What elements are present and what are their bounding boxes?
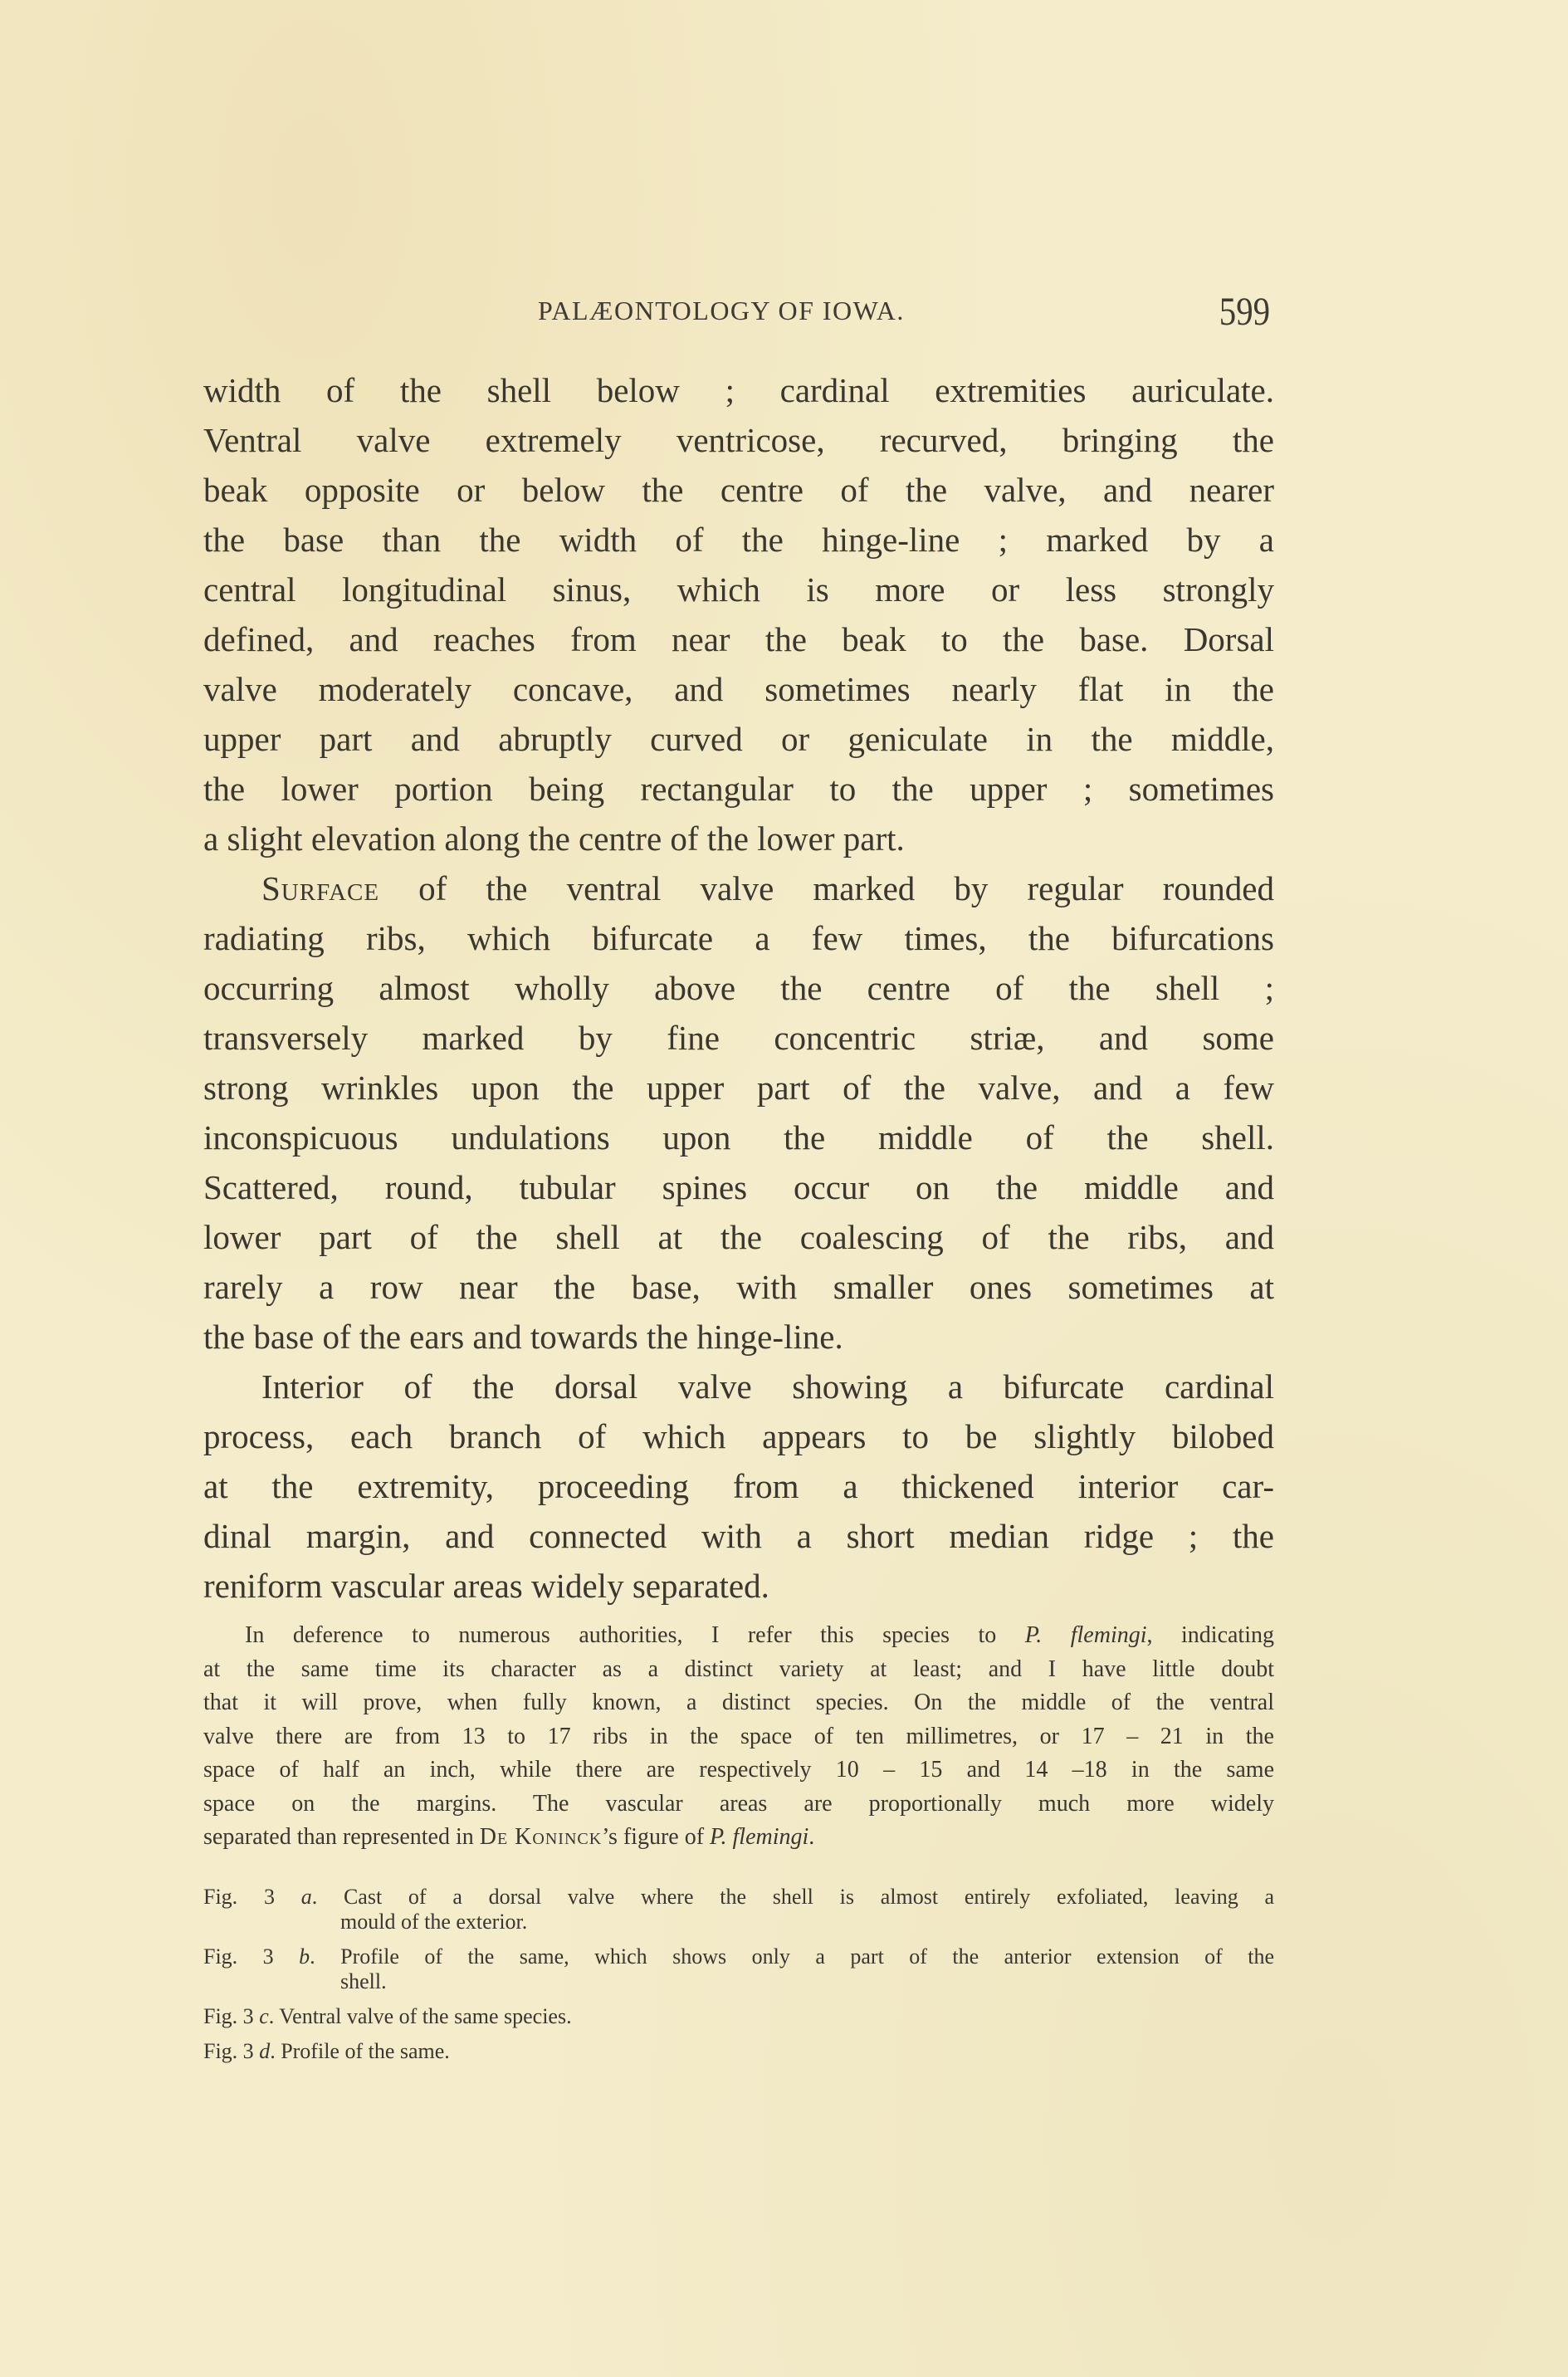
text-line: at the extremity, proceeding from a thickened interior car- — [203, 1467, 1274, 1505]
species-name: P. flemingi — [1024, 1622, 1147, 1648]
caption-fig-3a — [203, 1885, 1274, 1934]
caption-fig-3d — [203, 2039, 1274, 2064]
text-line: radiating ribs, which bifurcate a few times, the bifurcations — [203, 919, 1274, 957]
note-line: at the same time its character as a distinct variety at least; and I have little doubt — [203, 1656, 1274, 1682]
caption-line: mould of the exterior. — [340, 1910, 528, 1934]
species-name: P. flemingi — [710, 1824, 809, 1850]
fig-label: Fig. 3 d — [203, 2039, 271, 2063]
page-number: 599 — [1219, 290, 1270, 334]
note-line: that it will prove, when fully known, a distinct species. On the middle of the ventral — [203, 1690, 1274, 1715]
note-line: space of half an inch, while there are respectively 10 – 15 and 14 –18 in the same — [203, 1757, 1274, 1783]
text-line: lower part of the shell at the coalescing of the ribs, and — [203, 1218, 1274, 1256]
text-line: transversely marked by fine concentric striæ, and some — [203, 1019, 1274, 1057]
caption-line: Fig. 3 b. Profile of the same, which shows only a part of the anterior extension of the — [203, 1944, 1274, 1969]
figure-captions — [203, 1885, 1274, 2074]
text-line: the base of the ears and towards the hinge-line. — [203, 1318, 843, 1356]
caption-line: shell. — [340, 1969, 387, 1993]
text-line: valve moderately concave, and sometimes nearly flat in the — [203, 670, 1274, 708]
note-line: valve there are from 13 to 17 ribs in the space of ten millimetres, or 17 – 21 in the — [203, 1723, 1274, 1749]
text-line: Interior of the dorsal valve showing a bifurcate cardinal — [261, 1367, 1274, 1406]
text-line: central longitudinal sinus, which is more or less strongly — [203, 570, 1274, 609]
running-title: PALÆONTOLOGY OF IOWA. — [538, 296, 905, 325]
text-line: beak opposite or below the centre of the valve, and nearer — [203, 471, 1274, 509]
caption-line: Fig. 3 d. Profile of the same. — [203, 2039, 450, 2063]
fig-label: Fig. 3 c — [203, 2004, 269, 2028]
paragraph-surface — [203, 863, 1274, 1362]
text-line: defined, and reaches from near the beak to the base. Dorsal — [203, 620, 1274, 658]
text-line: the base than the width of the hinge-line ; marked by a — [203, 521, 1274, 559]
note-paragraph — [203, 1619, 1274, 1855]
body-text — [203, 365, 1274, 1611]
note-line: space on the margins. The vascular areas are proportionally much more widely — [203, 1790, 1274, 1817]
text-line: rarely a row near the base, with smaller ones sometimes at — [203, 1268, 1274, 1306]
running-head — [203, 289, 1274, 334]
section-heading-surface: Surface — [261, 869, 380, 907]
text-line: upper part and abruptly curved or geniculate in the middle, — [203, 720, 1274, 758]
paragraph-description — [203, 365, 1274, 863]
text-line: inconspicuous undulations upon the middle of the shell. — [203, 1118, 1274, 1157]
fig-label: Fig. 3 b — [203, 1944, 310, 1969]
caption-line: Fig. 3 c. Ventral valve of the same species. — [203, 2004, 572, 2028]
text-line: reniform vascular areas widely separated. — [203, 1567, 769, 1605]
text-line: the lower portion being rectangular to the upper ; sometimes — [203, 770, 1274, 808]
text-line: Surface of the ventral valve marked by regular rounded — [261, 869, 1274, 907]
caption-fig-3c — [203, 2004, 1274, 2029]
caption-fig-3b — [203, 1944, 1274, 1994]
note-line: In deference to numerous authorities, I refer this species to P. flemingi, indicating — [245, 1622, 1274, 1648]
text-line: dinal margin, and connected with a short median ridge ; the — [203, 1517, 1274, 1555]
author-name: De Koninck — [479, 1824, 603, 1850]
text-line: a slight elevation along the centre of the lower part. — [203, 819, 905, 858]
text-line: occurring almost wholly above the centre of the shell ; — [203, 969, 1274, 1007]
caption-line: Fig. 3 a. Cast of a dorsal valve where the shell is almost entirely exfoliated, leaving a — [203, 1885, 1275, 1909]
text-line: width of the shell below ; cardinal extremities auriculate. — [203, 371, 1274, 409]
fig-label: Fig. 3 a — [203, 1885, 312, 1909]
text-line: Scattered, round, tubular spines occur on the middle and — [203, 1168, 1274, 1206]
text-line: strong wrinkles upon the upper part of the valve, and a few — [203, 1069, 1274, 1107]
text-line: process, each branch of which appears to be slightly bilobed — [203, 1417, 1274, 1455]
text-line: Ventral valve extremely ventricose, recurved, bringing the — [203, 421, 1274, 459]
paragraph-interior — [203, 1362, 1274, 1611]
note-line: separated than represented in De Koninck’s figure of P. flemingi. — [203, 1824, 815, 1850]
